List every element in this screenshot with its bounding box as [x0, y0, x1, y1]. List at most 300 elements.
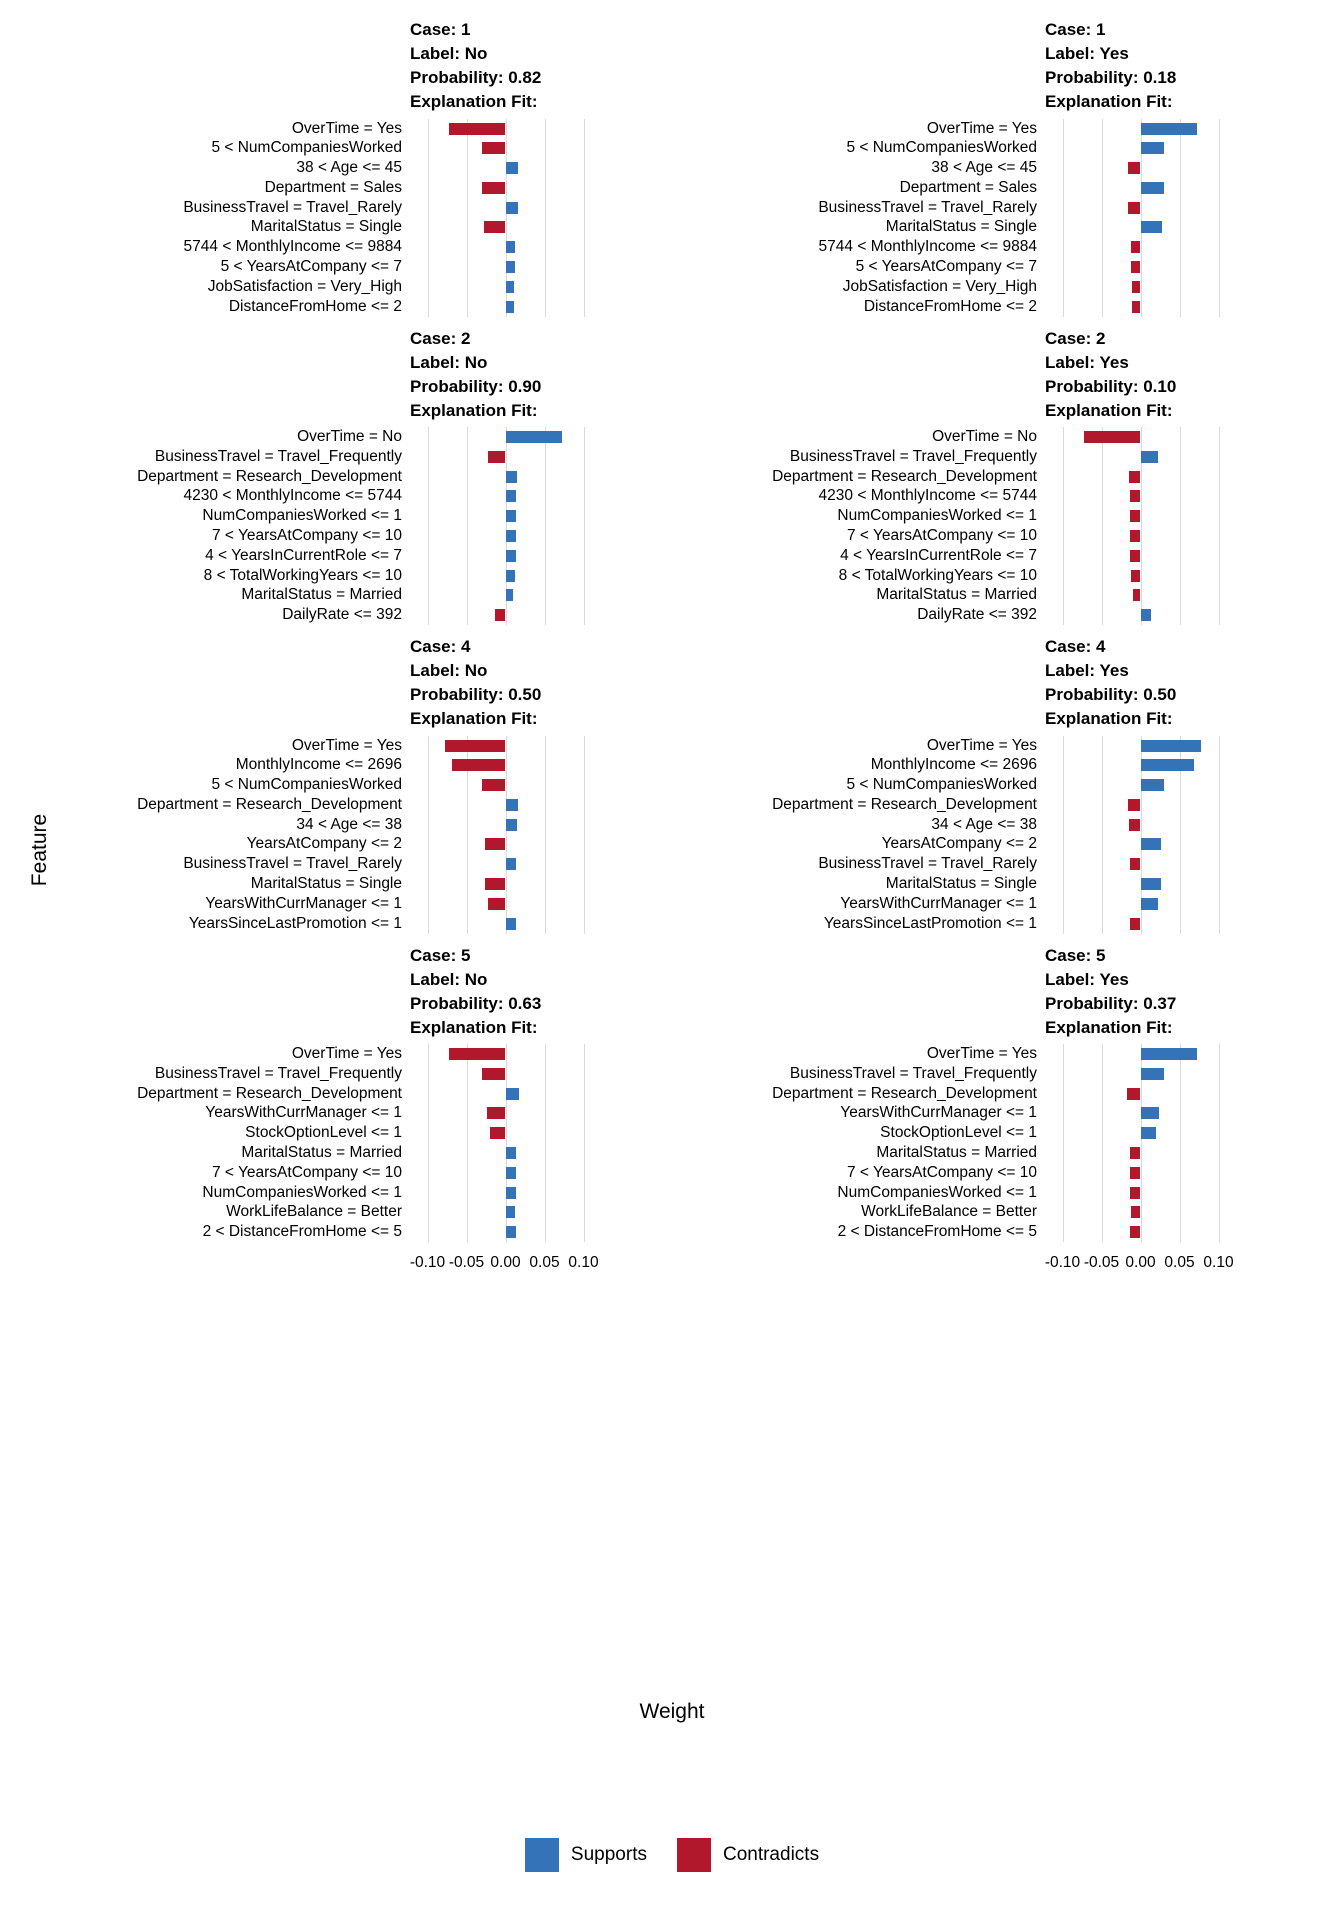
- x-axis-tick-label: -0.05: [448, 1254, 485, 1271]
- bar-supports: [506, 241, 515, 253]
- feature-label: YearsWithCurrManager <= 1: [840, 1104, 1037, 1122]
- feature-label: YearsSinceLastPromotion <= 1: [823, 914, 1037, 932]
- case-label: Label: Yes: [1045, 352, 1129, 372]
- bar-row: [1043, 237, 1238, 257]
- feature-label: Department = Research_Development: [772, 467, 1037, 485]
- bar-supports: [506, 281, 515, 293]
- bar-row: [408, 775, 603, 795]
- panel-body: [695, 1044, 1330, 1242]
- x-axis-title-label: Weight: [639, 1700, 705, 1723]
- panel-body: [60, 736, 695, 934]
- bar-series: [1043, 119, 1238, 317]
- feature-label: OverTime = Yes: [291, 736, 402, 754]
- feature-label: Department = Research_Development: [137, 795, 402, 813]
- bar-row: [408, 198, 603, 218]
- legend-swatch: [525, 1838, 559, 1872]
- bar-supports: [1141, 898, 1158, 910]
- feature-label: OverTime = Yes: [926, 1045, 1037, 1062]
- bar-supports: [506, 1206, 515, 1218]
- case-explanation-fit: Explanation Fit:: [410, 400, 538, 420]
- bar-contradicts: [1130, 550, 1140, 562]
- bar-contradicts: [1130, 1167, 1140, 1179]
- bar-row: [1043, 1123, 1238, 1143]
- bar-supports: [1141, 1048, 1197, 1060]
- bar-contradicts: [485, 838, 505, 850]
- panel-header: [1045, 327, 1330, 424]
- feature-label: StockOptionLevel <= 1: [245, 1124, 402, 1142]
- feature-label: 2 < DistanceFromHome <= 5: [837, 1223, 1037, 1241]
- feature-label: WorkLifeBalance = Better: [861, 1203, 1037, 1221]
- panel-header: [410, 18, 695, 115]
- bar-row: [408, 217, 603, 237]
- bar-row: [408, 1222, 603, 1242]
- feature-label: 38 < Age <= 45: [931, 159, 1037, 177]
- feature-label: 4230 < MonthlyIncome <= 5744: [183, 487, 402, 505]
- case-explanation-fit: Explanation Fit:: [410, 1017, 538, 1037]
- panel-row: [60, 635, 1330, 934]
- y-axis-title: [22, 0, 58, 1700]
- bar-contradicts: [1131, 241, 1140, 253]
- bar-row: [1043, 854, 1238, 874]
- case-explanation-fit: Explanation Fit:: [1045, 400, 1173, 420]
- bar-row: [408, 237, 603, 257]
- bar-series: [1043, 1044, 1238, 1242]
- x-axis-spacer: [60, 1252, 408, 1274]
- bar-supports: [1141, 221, 1163, 233]
- feature-label: OverTime = No: [932, 428, 1037, 445]
- case-probability: Probability: 0.63: [410, 993, 542, 1013]
- bar-plot: [408, 736, 603, 934]
- legend-label: Contradicts: [722, 1844, 820, 1865]
- x-axis-tick-label: 0.10: [568, 1254, 599, 1271]
- feature-label: YearsWithCurrManager <= 1: [840, 894, 1037, 912]
- x-axis-tick-label: 0.05: [1164, 1254, 1195, 1271]
- bar-contradicts: [1131, 261, 1140, 273]
- feature-label: 34 < Age <= 38: [931, 815, 1037, 833]
- case-panel: [695, 944, 1330, 1243]
- feature-label: YearsAtCompany <= 2: [881, 835, 1037, 853]
- feature-label: Department = Sales: [264, 178, 402, 196]
- bar-row: [408, 834, 603, 854]
- bar-row: [1043, 1143, 1238, 1163]
- bar-contradicts: [1133, 589, 1140, 601]
- case-label: Label: Yes: [1045, 661, 1129, 681]
- panel-body: [60, 1044, 695, 1242]
- bar-contradicts: [495, 609, 505, 621]
- x-axis-ticks: [1043, 1252, 1238, 1274]
- case-probability: Probability: 0.37: [1045, 993, 1177, 1013]
- bar-row: [1043, 546, 1238, 566]
- bar-row: [408, 736, 603, 756]
- bar-supports: [506, 858, 516, 870]
- bar-contradicts: [1130, 530, 1140, 542]
- bar-row: [408, 467, 603, 487]
- feature-label: DailyRate <= 392: [917, 606, 1037, 624]
- case-title: Case: 1: [410, 20, 471, 39]
- bar-supports: [1141, 779, 1164, 791]
- bar-row: [1043, 119, 1238, 139]
- feature-label: 7 < YearsAtCompany <= 10: [846, 1163, 1037, 1181]
- panel-body: [60, 427, 695, 625]
- bar-series: [408, 119, 603, 317]
- bar-contradicts: [482, 779, 505, 791]
- feature-label: MaritalStatus = Single: [250, 875, 402, 893]
- feature-label: MaritalStatus = Married: [241, 586, 402, 604]
- feature-label: Department = Research_Development: [772, 795, 1037, 813]
- feature-label: BusinessTravel = Travel_Frequently: [154, 447, 402, 465]
- bar-row: [1043, 277, 1238, 297]
- feature-label: BusinessTravel = Travel_Frequently: [789, 447, 1037, 465]
- feature-label: MaritalStatus = Single: [250, 218, 402, 236]
- case-explanation-fit: Explanation Fit:: [410, 709, 538, 729]
- case-label: Label: No: [410, 969, 488, 989]
- bar-row: [408, 138, 603, 158]
- panel-header: [1045, 944, 1330, 1041]
- bar-supports: [506, 162, 518, 174]
- bar-series: [408, 736, 603, 934]
- bar-row: [1043, 138, 1238, 158]
- bar-contradicts: [1129, 471, 1141, 483]
- bar-supports: [1141, 878, 1161, 890]
- bar-supports: [1141, 451, 1159, 463]
- feature-label: 4 < YearsInCurrentRole <= 7: [840, 546, 1037, 564]
- x-axis-tick-label: 0.00: [1125, 1254, 1156, 1271]
- x-axis-tick-label: 0.00: [490, 1254, 521, 1271]
- feature-label: NumCompaniesWorked <= 1: [837, 507, 1037, 525]
- feature-label: 5 < YearsAtCompany <= 7: [855, 258, 1037, 276]
- bar-plot: [1043, 1044, 1238, 1242]
- case-label: Label: Yes: [1045, 44, 1129, 64]
- bar-row: [408, 1044, 603, 1064]
- bar-row: [1043, 1202, 1238, 1222]
- x-axis-row: [60, 1252, 1330, 1274]
- bar-series: [408, 427, 603, 625]
- feature-label: 4 < YearsInCurrentRole <= 7: [205, 546, 402, 564]
- bar-row: [1043, 585, 1238, 605]
- bar-contradicts: [490, 1127, 506, 1139]
- bar-row: [408, 297, 603, 317]
- feature-label: BusinessTravel = Travel_Frequently: [154, 1064, 402, 1082]
- bar-row: [1043, 775, 1238, 795]
- case-label: Label: No: [410, 44, 488, 64]
- feature-labels: [60, 736, 408, 934]
- bar-contradicts: [445, 740, 506, 752]
- feature-labels: [60, 427, 408, 625]
- feature-label: Department = Research_Development: [137, 467, 402, 485]
- bar-row: [408, 486, 603, 506]
- panel-row: [60, 18, 1330, 317]
- bar-supports: [506, 550, 516, 562]
- case-probability: Probability: 0.18: [1045, 68, 1177, 88]
- y-axis-title-label: Feature: [28, 813, 51, 887]
- bar-row: [1043, 736, 1238, 756]
- bar-supports: [506, 471, 518, 483]
- bar-row: [408, 1064, 603, 1084]
- feature-label: MaritalStatus = Married: [876, 1143, 1037, 1161]
- bar-row: [408, 1123, 603, 1143]
- bar-supports: [506, 431, 563, 443]
- case-panel: [695, 635, 1330, 934]
- feature-labels: [695, 1044, 1043, 1242]
- bar-series: [408, 1044, 603, 1242]
- bar-contradicts: [1132, 301, 1141, 313]
- bar-plot: [408, 1044, 603, 1242]
- bar-row: [408, 526, 603, 546]
- bar-row: [408, 257, 603, 277]
- bar-row: [1043, 297, 1238, 317]
- bar-row: [408, 447, 603, 467]
- feature-labels: [695, 119, 1043, 317]
- bar-supports: [506, 202, 518, 214]
- feature-label: 2 < DistanceFromHome <= 5: [202, 1223, 402, 1241]
- case-label: Label: Yes: [1045, 969, 1129, 989]
- bar-contradicts: [1128, 202, 1140, 214]
- feature-label: NumCompaniesWorked <= 1: [837, 1183, 1037, 1201]
- bar-supports: [506, 510, 516, 522]
- bar-contradicts: [1130, 1226, 1140, 1238]
- bar-row: [408, 427, 603, 447]
- bar-supports: [506, 918, 516, 930]
- legend: [0, 1838, 1344, 1872]
- legend-item[interactable]: [525, 1838, 647, 1872]
- feature-label: OverTime = Yes: [926, 119, 1037, 137]
- bar-supports: [506, 570, 515, 582]
- bar-row: [408, 874, 603, 894]
- x-axis-cell: [695, 1252, 1330, 1274]
- bar-row: [1043, 1064, 1238, 1084]
- bar-row: [1043, 447, 1238, 467]
- bar-contradicts: [1132, 281, 1141, 293]
- bar-series: [1043, 427, 1238, 625]
- bar-contradicts: [1084, 431, 1141, 443]
- feature-label: DailyRate <= 392: [282, 606, 402, 624]
- bar-row: [408, 605, 603, 625]
- bar-row: [408, 566, 603, 586]
- bar-contradicts: [1130, 510, 1140, 522]
- bar-row: [1043, 914, 1238, 934]
- feature-label: Department = Research_Development: [772, 1084, 1037, 1102]
- bar-contradicts: [488, 898, 505, 910]
- bar-supports: [1141, 838, 1161, 850]
- bar-row: [1043, 1084, 1238, 1104]
- x-axis-ticks: [408, 1252, 603, 1274]
- case-explanation-fit: Explanation Fit:: [1045, 709, 1173, 729]
- legend-label: Supports: [570, 1844, 647, 1865]
- bar-row: [408, 506, 603, 526]
- bar-contradicts: [482, 182, 505, 194]
- bar-contradicts: [1128, 799, 1140, 811]
- feature-label: Department = Research_Development: [137, 1084, 402, 1102]
- bar-row: [408, 1103, 603, 1123]
- case-panel: [60, 327, 695, 626]
- feature-label: 7 < YearsAtCompany <= 10: [211, 526, 402, 544]
- feature-label: OverTime = No: [297, 428, 402, 445]
- feature-label: JobSatisfaction = Very_High: [207, 277, 402, 295]
- panel-row: [60, 944, 1330, 1243]
- bar-supports: [506, 1167, 516, 1179]
- bar-supports: [506, 819, 518, 831]
- bar-supports: [506, 261, 515, 273]
- case-title: Case: 2: [410, 328, 471, 348]
- bar-row: [1043, 815, 1238, 835]
- bar-row: [408, 815, 603, 835]
- feature-labels: [695, 736, 1043, 934]
- feature-label: NumCompaniesWorked <= 1: [202, 1183, 402, 1201]
- feature-label: MaritalStatus = Married: [876, 586, 1037, 604]
- bar-row: [408, 854, 603, 874]
- bar-contradicts: [482, 1068, 505, 1080]
- feature-label: 8 < TotalWorkingYears <= 10: [838, 566, 1037, 584]
- panel-row: [60, 327, 1330, 626]
- bar-supports: [1141, 1068, 1164, 1080]
- panel-header: [1045, 635, 1330, 732]
- case-explanation-fit: Explanation Fit:: [1045, 92, 1173, 112]
- x-axis-tick-label: 0.05: [529, 1254, 560, 1271]
- bar-supports: [506, 799, 518, 811]
- bar-supports: [506, 1226, 516, 1238]
- feature-label: StockOptionLevel <= 1: [880, 1124, 1037, 1142]
- bar-row: [408, 1202, 603, 1222]
- bar-row: [408, 277, 603, 297]
- feature-labels: [60, 119, 408, 317]
- bar-row: [408, 1143, 603, 1163]
- bar-row: [408, 178, 603, 198]
- bar-plot: [1043, 427, 1238, 625]
- bar-row: [1043, 1222, 1238, 1242]
- feature-label: BusinessTravel = Travel_Rarely: [818, 198, 1037, 216]
- bar-supports: [506, 1147, 516, 1159]
- feature-label: YearsAtCompany <= 2: [246, 835, 402, 853]
- bar-row: [1043, 178, 1238, 198]
- bar-row: [1043, 1183, 1238, 1203]
- panel-body: [695, 119, 1330, 317]
- bar-supports: [1141, 142, 1164, 154]
- x-axis-tick-label: -0.10: [1044, 1254, 1081, 1271]
- case-title: Case: 4: [1045, 637, 1106, 656]
- bar-contradicts: [484, 221, 506, 233]
- feature-label: 5744 < MonthlyIncome <= 9884: [183, 238, 402, 256]
- feature-labels: [60, 1044, 408, 1242]
- bar-contradicts: [487, 1107, 506, 1119]
- case-panel: [60, 18, 695, 317]
- bar-supports: [506, 1088, 519, 1100]
- case-explanation-fit: Explanation Fit:: [1045, 1017, 1173, 1037]
- case-panel: [695, 327, 1330, 626]
- feature-label: OverTime = Yes: [926, 736, 1037, 754]
- panel-header: [410, 944, 695, 1041]
- feature-label: 7 < YearsAtCompany <= 10: [211, 1163, 402, 1181]
- case-explanation-fit: Explanation Fit:: [410, 92, 538, 112]
- bar-plot: [1043, 736, 1238, 934]
- bar-supports: [506, 589, 513, 601]
- feature-label: 8 < TotalWorkingYears <= 10: [203, 566, 402, 584]
- feature-label: YearsWithCurrManager <= 1: [205, 1104, 402, 1122]
- bar-row: [1043, 1103, 1238, 1123]
- bar-contradicts: [1129, 819, 1141, 831]
- feature-label: YearsSinceLastPromotion <= 1: [188, 914, 402, 932]
- bar-row: [408, 914, 603, 934]
- panel-grid: [60, 18, 1330, 1274]
- feature-label: Department = Sales: [899, 178, 1037, 196]
- feature-label: OverTime = Yes: [291, 1045, 402, 1062]
- case-label: Label: No: [410, 661, 488, 681]
- panel-body: [695, 427, 1330, 625]
- bar-row: [408, 119, 603, 139]
- feature-label: BusinessTravel = Travel_Rarely: [818, 855, 1037, 873]
- bar-row: [408, 755, 603, 775]
- bar-supports: [506, 301, 515, 313]
- bar-contradicts: [449, 123, 505, 135]
- case-title: Case: 4: [410, 637, 471, 656]
- case-title: Case: 5: [1045, 945, 1106, 965]
- bar-contradicts: [1130, 490, 1141, 502]
- bar-row: [1043, 755, 1238, 775]
- bar-row: [408, 894, 603, 914]
- bar-row: [408, 1183, 603, 1203]
- bar-plot: [1043, 119, 1238, 317]
- bar-supports: [1141, 182, 1164, 194]
- feature-label: 5 < NumCompaniesWorked: [211, 776, 402, 794]
- case-label: Label: No: [410, 352, 488, 372]
- legend-item[interactable]: [677, 1838, 819, 1872]
- feature-label: YearsWithCurrManager <= 1: [205, 894, 402, 912]
- feature-label: DistanceFromHome <= 2: [228, 297, 402, 315]
- bar-contradicts: [449, 1048, 505, 1060]
- bar-contradicts: [452, 759, 505, 771]
- feature-label: 34 < Age <= 38: [296, 815, 402, 833]
- bar-row: [1043, 467, 1238, 487]
- bar-row: [408, 546, 603, 566]
- bar-contradicts: [485, 878, 505, 890]
- bar-supports: [1141, 759, 1194, 771]
- feature-labels: [695, 427, 1043, 625]
- bar-plot: [408, 119, 603, 317]
- feature-label: DistanceFromHome <= 2: [863, 297, 1037, 315]
- bar-contradicts: [1130, 1147, 1140, 1159]
- feature-label: MaritalStatus = Single: [885, 875, 1037, 893]
- bar-row: [408, 585, 603, 605]
- case-probability: Probability: 0.82: [410, 68, 542, 88]
- bar-row: [408, 1163, 603, 1183]
- bar-supports: [506, 530, 516, 542]
- bar-supports: [506, 1187, 516, 1199]
- feature-label: MaritalStatus = Single: [885, 218, 1037, 236]
- case-probability: Probability: 0.10: [1045, 376, 1177, 396]
- feature-label: 5 < NumCompaniesWorked: [846, 776, 1037, 794]
- feature-label: BusinessTravel = Travel_Rarely: [183, 855, 402, 873]
- panel-header: [1045, 18, 1330, 115]
- feature-label: 5 < NumCompaniesWorked: [211, 139, 402, 157]
- bar-row: [408, 795, 603, 815]
- bar-contradicts: [488, 451, 506, 463]
- bar-supports: [1141, 1107, 1160, 1119]
- feature-label: 38 < Age <= 45: [296, 159, 402, 177]
- bar-row: [1043, 257, 1238, 277]
- bar-contradicts: [1127, 1088, 1140, 1100]
- x-axis-cell: [60, 1252, 695, 1274]
- feature-label: MonthlyIncome <= 2696: [870, 756, 1037, 774]
- bar-contradicts: [1130, 1187, 1140, 1199]
- feature-label: 5 < YearsAtCompany <= 7: [220, 258, 402, 276]
- feature-label: 7 < YearsAtCompany <= 10: [846, 526, 1037, 544]
- bar-row: [408, 158, 603, 178]
- case-probability: Probability: 0.50: [1045, 685, 1177, 705]
- panel-body: [60, 119, 695, 317]
- bar-row: [1043, 834, 1238, 854]
- x-axis-tick-label: -0.10: [409, 1254, 446, 1271]
- feature-label: BusinessTravel = Travel_Frequently: [789, 1064, 1037, 1082]
- x-axis-tick-label: -0.05: [1083, 1254, 1120, 1271]
